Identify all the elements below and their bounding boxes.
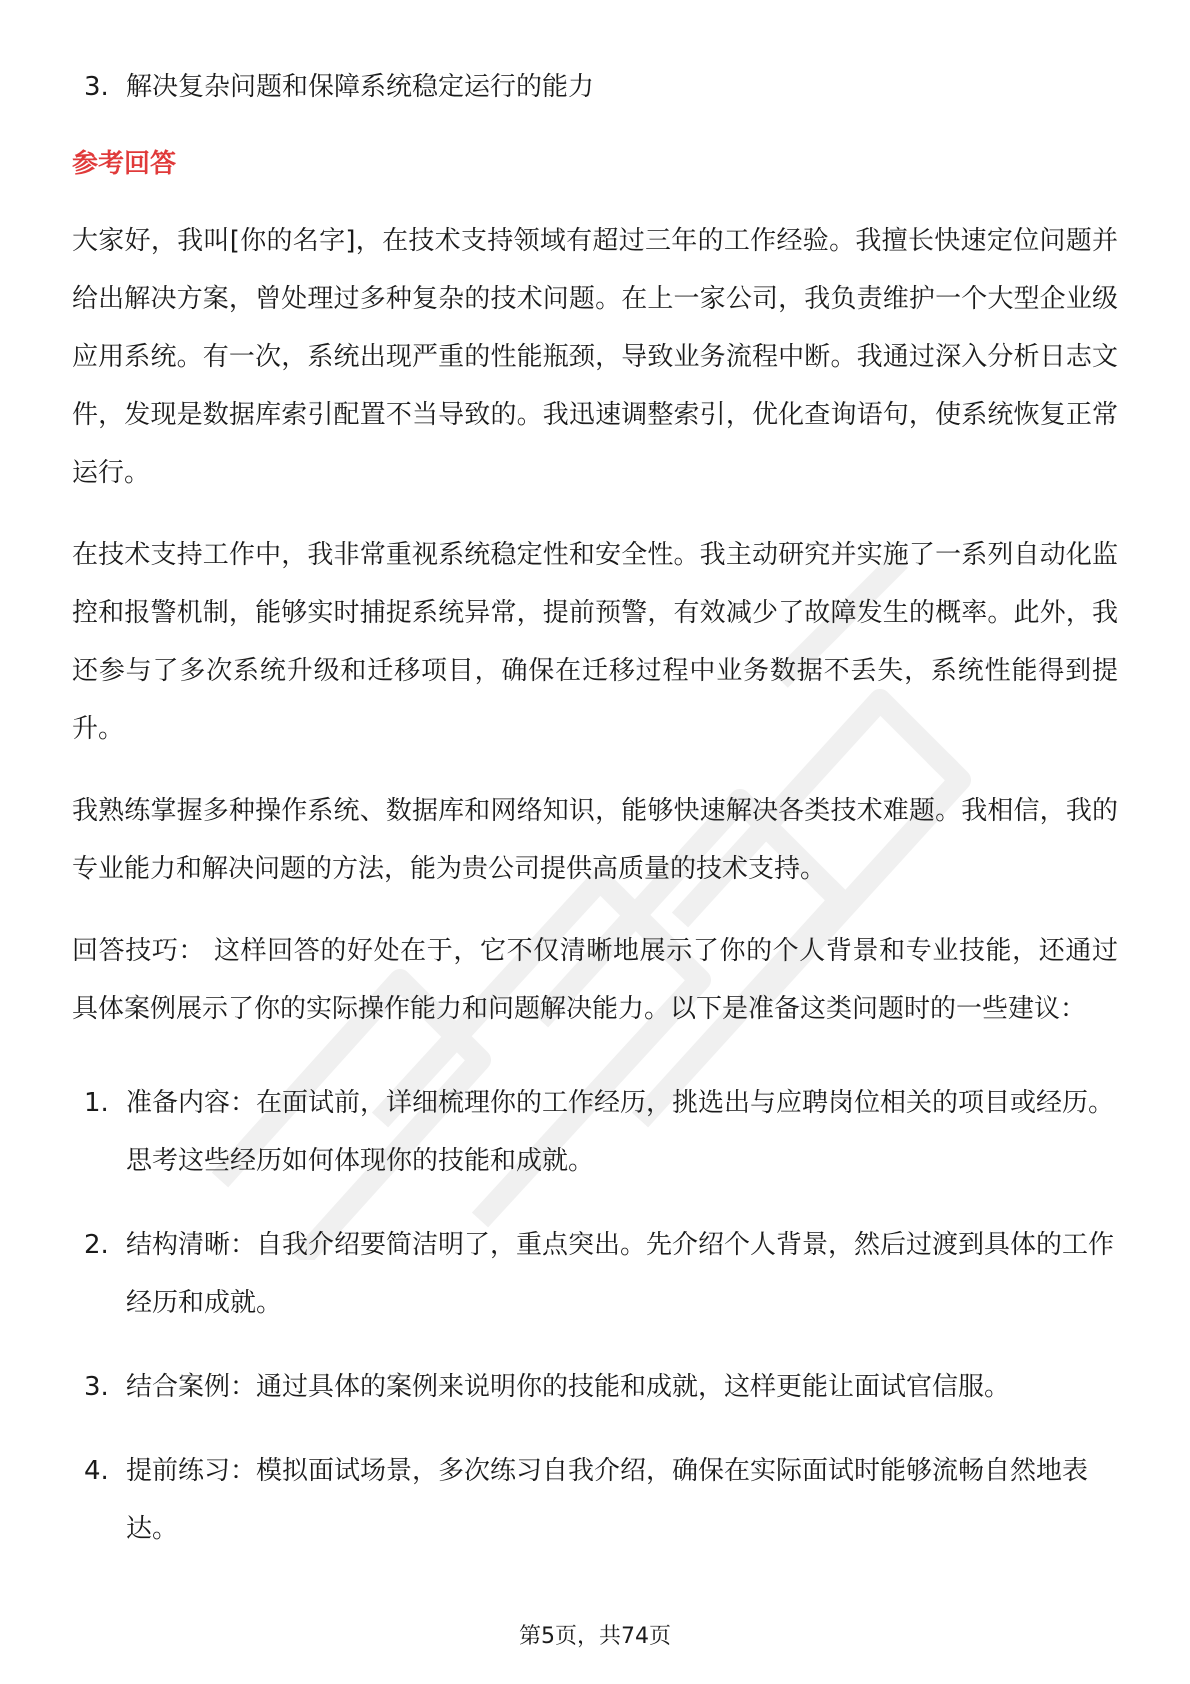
tip-number: 2. [84,1230,109,1260]
answer-tips-intro: 回答技巧： 这样回答的好处在于，它不仅清晰地展示了你的个人背景和专业技能，还通过具体案例展示了你的实际操作能力和问题解决能力。以下是准备这类问题时的一些建议： [72,936,1118,1024]
requirement-number: 3. [84,72,109,102]
tip-text: 提前练习：模拟面试场景，多次练习自我介绍，确保在实际面试时能够流畅自然地表达。 [126,1456,1089,1544]
answer-paragraph-3: 我熟练掌握多种操作系统、数据库和网络知识，能够快速解决各类技术难题。我相信，我的专业能力和解决问题的方法，能为贵公司提供高质量的技术支持。 [72,796,1118,884]
answer-paragraph-1: 大家好，我叫[你的名字]，在技术支持领域有超过三年的工作经验。我擅长快速定位问题并给出解决方案，曾处理过多种复杂的技术问题。在上一家公司，我负责维护一个大型企业级应用系统。有一次，系统出现严重的性能瓶颈，导致业务流程中断。我通过深入分析日志文件，发现是数据库索引配置不当导致的。我迅速调整索引，优化查询语句，使系统恢复正常运行。 [72,226,1118,488]
page-number-footer: 第5页，共74页 [519,1624,671,1649]
tip-text: 结构清晰：自我介绍要简洁明了，重点突出。先介绍个人背景，然后过渡到具体的工作经历和成就。 [126,1230,1115,1318]
answer-paragraph-2: 在技术支持工作中，我非常重视系统稳定性和安全性。我主动研究并实施了一系列自动化监控和报警机制，能够实时捕捉系统异常，提前预警，有效减少了故障发生的概率。此外，我还参与了多次系统升级和迁移项目，确保在迁移过程中业务数据不丢失，系统性能得到提升。 [72,540,1118,744]
answer-heading: 参考回答 [72,149,177,179]
tip-text: 结合案例：通过具体的案例来说明你的技能和成就，这样更能让面试官信服。 [126,1372,1011,1402]
tip-item-3 [72,1358,1118,1416]
page-content [72,58,1118,1584]
tip-text: 准备内容：在面试前，详细梳理你的工作经历，挑选出与应聘岗位相关的项目或经历。思考这些经历如何体现你的技能和成就。 [126,1088,1115,1176]
requirement-item-3 [72,58,1118,116]
requirement-text: 解决复杂问题和保障系统稳定运行的能力 [126,72,595,102]
tip-item-2 [72,1216,1118,1332]
tip-number: 3. [84,1372,109,1402]
tip-number: 1. [84,1088,109,1118]
tip-number: 4. [84,1456,109,1486]
tip-item-1 [72,1074,1118,1190]
tips-list [72,1074,1118,1558]
tip-item-4 [72,1442,1118,1558]
